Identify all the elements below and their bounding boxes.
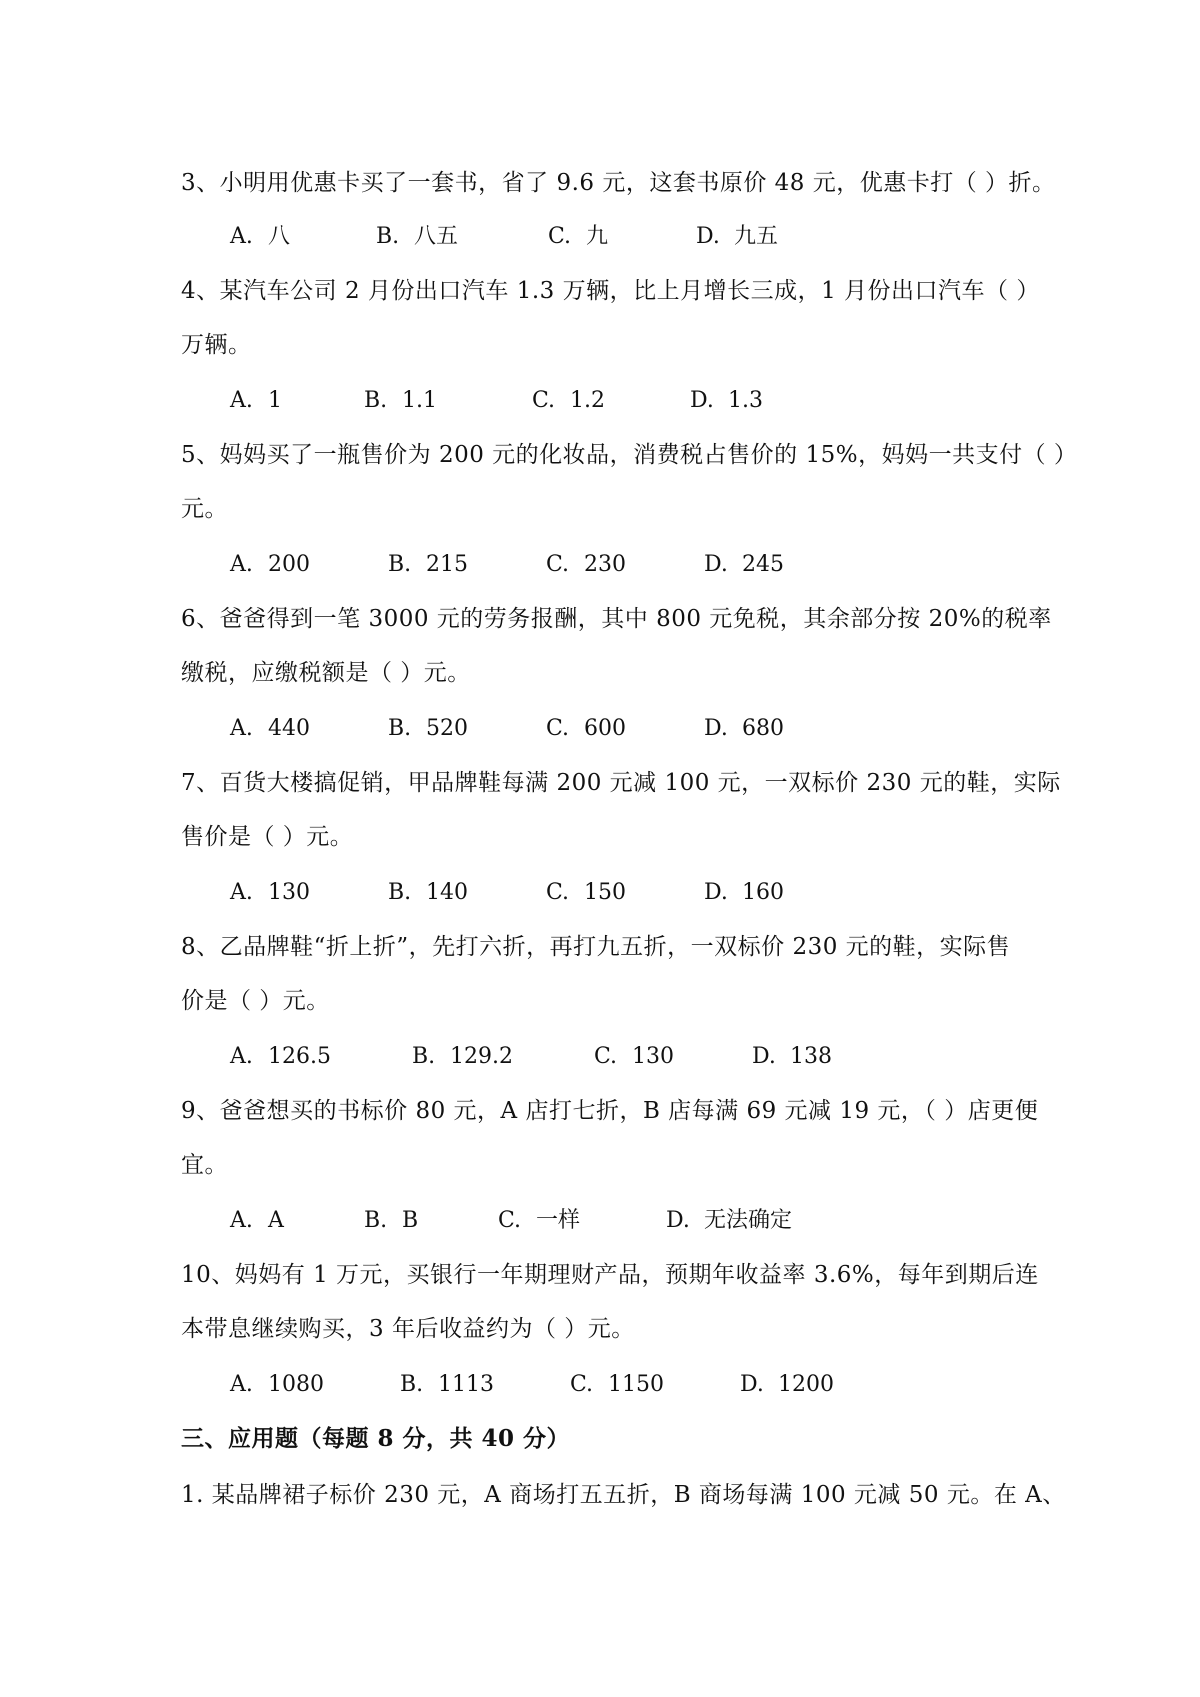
option-c: C. 230: [546, 552, 626, 577]
option-b: B. 八五: [376, 224, 459, 249]
option-a: A. 130: [230, 880, 310, 905]
option-c: C. 一样: [498, 1208, 581, 1233]
question-5-text: 5、妈妈买了一瓶售价为 200 元的化妆品，消费税占售价的 15%，妈妈一共支付（ ）: [181, 442, 1078, 468]
option-d: D. 无法确定: [666, 1208, 793, 1233]
question-8-options: [230, 1042, 1030, 1072]
option-d: D. 1.3: [690, 388, 763, 413]
option-a: A. 八: [230, 224, 291, 249]
option-a: A. 1: [230, 388, 282, 413]
question-7-options: [230, 878, 1030, 908]
question-4-options: [230, 386, 1030, 416]
option-b: B. 1.1: [364, 388, 437, 413]
option-c: C. 150: [546, 880, 626, 905]
question-3-text: 3、小明用优惠卡买了一套书，省了 9.6 元，这套书原价 48 元，优惠卡打（ ）折。: [181, 170, 1056, 196]
option-d: D. 138: [752, 1044, 832, 1069]
question-8-text: 8、乙品牌鞋“折上折”，先打六折，再打九五折，一双标价 230 元的鞋，实际售: [181, 934, 1011, 960]
option-b: B. 140: [388, 880, 468, 905]
question-10-options: [230, 1370, 1030, 1400]
option-b: B. 215: [388, 552, 468, 577]
option-d: D. 九五: [696, 224, 779, 249]
question-9-options: [230, 1206, 1030, 1236]
option-d: D. 245: [704, 552, 784, 577]
option-a: A. 126.5: [230, 1044, 331, 1069]
option-b: B. 1113: [400, 1372, 494, 1397]
question-4-text: 4、某汽车公司 2 月份出口汽车 1.3 万辆，比上月增长三成，1 月份出口汽车（ ）: [181, 278, 1040, 304]
question-9-text: 9、爸爸想买的书标价 80 元，A 店打七折，B 店每满 69 元减 19 元，（ ）店更便: [181, 1098, 1039, 1124]
question-6-text-cont: 缴税，应缴税额是（ ）元。: [181, 660, 471, 686]
question-10-text-cont: 本带息继续购买，3 年后收益约为（ ）元。: [181, 1316, 635, 1342]
question-6-text: 6、爸爸得到一笔 3000 元的劳务报酬，其中 800 元免税，其余部分按 20%的税率: [181, 606, 1052, 632]
question-7-text-cont: 售价是（ ）元。: [181, 824, 354, 850]
question-3-options: [230, 222, 1030, 252]
option-c: C. 130: [594, 1044, 674, 1069]
option-d: D. 160: [704, 880, 784, 905]
option-d: D. 1200: [740, 1372, 834, 1397]
question-4-text-cont: 万辆。: [181, 332, 252, 358]
question-10-text: 10、妈妈有 1 万元，买银行一年期理财产品，预期年收益率 3.6%，每年到期后连: [181, 1262, 1039, 1288]
section-3-question-1: 1. 某品牌裙子标价 230 元，A 商场打五五折，B 商场每满 100 元减 50 元。在 A、: [181, 1482, 1066, 1508]
option-b: B. B: [364, 1208, 419, 1233]
option-c: C. 600: [546, 716, 626, 741]
question-9-text-cont: 宜。: [181, 1152, 228, 1178]
question-8-text-cont: 价是（ ）元。: [181, 988, 330, 1014]
option-b: B. 520: [388, 716, 468, 741]
option-c: C. 1.2: [532, 388, 605, 413]
option-d: D. 680: [704, 716, 784, 741]
option-a: A. 200: [230, 552, 310, 577]
option-c: C. 九: [548, 224, 609, 249]
question-7-text: 7、百货大楼搞促销，甲品牌鞋每满 200 元减 100 元，一双标价 230 元的鞋，实际: [181, 770, 1061, 796]
option-a: A. 440: [230, 716, 310, 741]
question-6-options: [230, 714, 1030, 744]
section-3-heading: 三、应用题（每题 8 分，共 40 分）: [181, 1425, 571, 1452]
option-b: B. 129.2: [412, 1044, 513, 1069]
question-5-options: [230, 550, 1030, 580]
option-c: C. 1150: [570, 1372, 664, 1397]
question-5-text-cont: 元。: [181, 496, 228, 522]
option-a: A. A: [230, 1208, 284, 1233]
option-a: A. 1080: [230, 1372, 324, 1397]
